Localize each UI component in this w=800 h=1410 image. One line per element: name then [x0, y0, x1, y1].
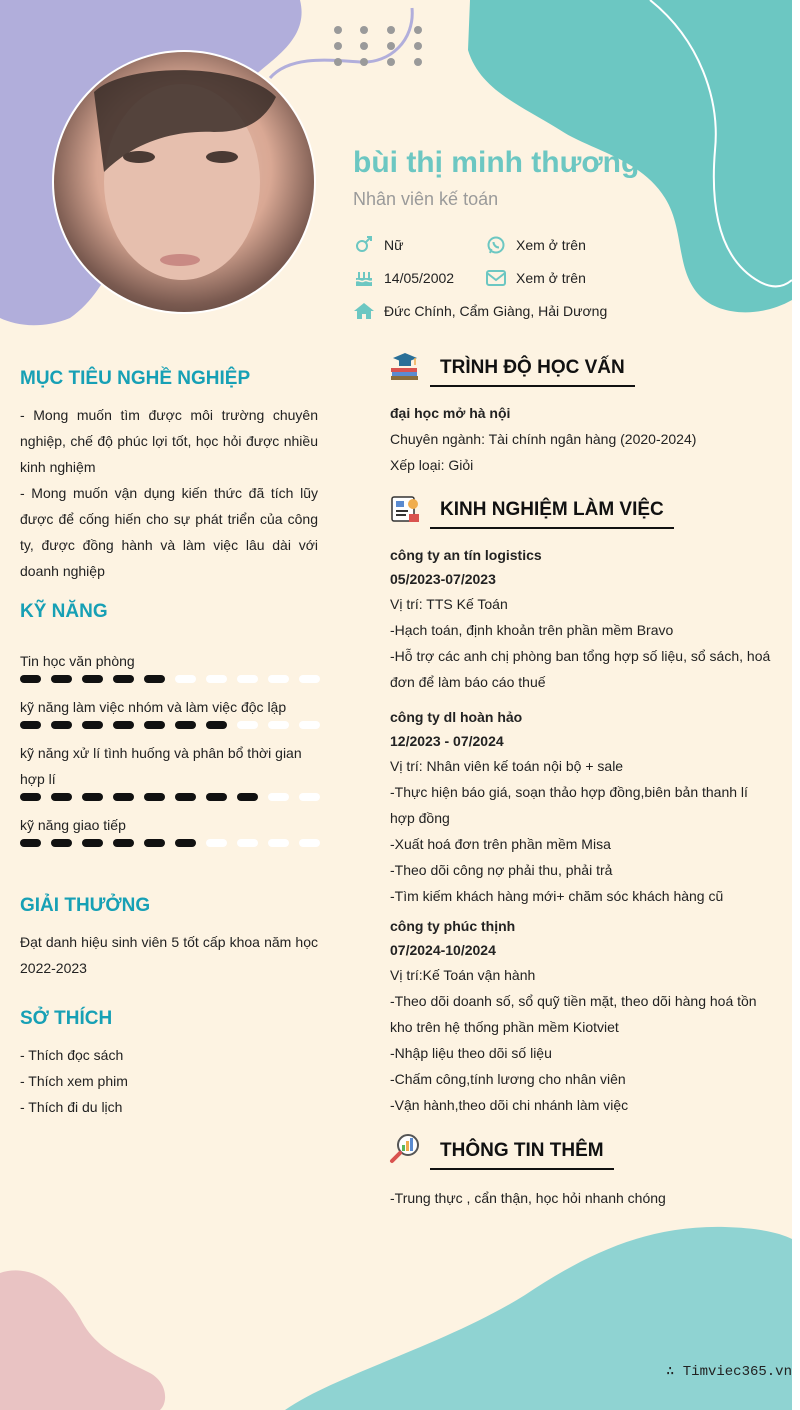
awards-title: GIẢI THƯỞNG	[20, 895, 151, 916]
skill-level-dash	[175, 721, 196, 729]
job-line: -Tìm kiếm khách hàng mới+ chăm sóc khách hàng cũ	[390, 888, 724, 904]
skill-level-dash	[113, 839, 134, 847]
skill-level-dash	[20, 839, 41, 847]
envelope-icon	[485, 268, 507, 288]
portrait-illustration	[54, 52, 314, 312]
objective-title: MỤC TIÊU NGHỀ NGHIỆP	[20, 368, 251, 389]
job-company: công ty dl hoàn hảo	[390, 709, 523, 725]
skill-level-dash	[175, 839, 196, 847]
skill-level-dash	[144, 839, 165, 847]
dot-grid	[330, 24, 430, 74]
education-major: Chuyên ngành: Tài chính ngân hàng (2020-2024)	[390, 431, 697, 447]
skill-level-dash	[51, 721, 72, 729]
gender-row	[353, 235, 403, 255]
skill-level-dash	[144, 721, 165, 729]
education-title: TRÌNH ĐỘ HỌC VẤN	[430, 357, 635, 387]
skill-level-dash	[206, 839, 227, 847]
hobbies-title: SỞ THÍCH	[20, 1008, 113, 1029]
job-company: công ty phúc thịnh	[390, 918, 516, 934]
address-value: Đức Chính, Cẩm Giàng, Hải Dương	[384, 303, 608, 319]
skill-level-dash	[82, 839, 103, 847]
pink-blob-bottom	[0, 1268, 170, 1410]
awards-text: Đạt danh hiệu sinh viên 5 tốt cấp khoa năm học 2022-2023	[20, 934, 318, 976]
skill-level-bar	[20, 793, 320, 805]
skill-level-dash	[82, 793, 103, 801]
birthday-cake-icon	[353, 268, 375, 288]
job-line: -Theo dõi công nợ phải thu, phải trả	[390, 862, 613, 878]
email-value: Xem ở trên	[516, 270, 586, 286]
skill-level-dash	[268, 721, 289, 729]
skill-name: kỹ năng giao tiếp	[20, 817, 126, 833]
job-line: -Hỗ trợ các anh chị phòng ban tổng hợp số liệu, sổ sách, hoá đơn để làm báo cáo thuế	[390, 648, 771, 690]
graduation-books-icon	[389, 350, 421, 382]
job-entry	[390, 914, 775, 1118]
skill-level-dash	[299, 793, 320, 801]
hobby-item: - Thích đọc sách	[20, 1047, 124, 1063]
hobby-item: - Thích đi du lịch	[20, 1099, 123, 1115]
job-line: -Theo dõi doanh số, sổ quỹ tiền mặt, theo dõi hàng hoá tồn kho trên hệ thống phần mềm Kiotviet	[390, 993, 757, 1035]
gender-value: Nữ	[384, 237, 404, 253]
skill-level-dash	[175, 793, 196, 801]
home-icon	[353, 301, 375, 321]
extra-info-title: THÔNG TIN THÊM	[430, 1140, 614, 1170]
hobby-item: - Thích xem phim	[20, 1073, 128, 1089]
teal-blob-bottom	[285, 1225, 792, 1410]
job-line: Vị trí: Nhân viên kế toán nội bộ + sale	[390, 758, 624, 774]
avatar-photo	[52, 50, 316, 314]
skill-level-dash	[206, 675, 227, 683]
job-period: 07/2024-10/2024	[390, 942, 496, 958]
school-name: đại học mở hà nội	[390, 405, 511, 421]
birthday-value: 14/05/2002	[384, 270, 455, 286]
skill-level-dash	[268, 793, 289, 801]
job-line: -Xuất hoá đơn trên phần mềm Misa	[390, 836, 611, 852]
skill-level-dash	[51, 839, 72, 847]
objective-text	[20, 402, 318, 584]
job-line: Vị trí:Kế Toán vận hành	[390, 967, 536, 983]
brand-watermark: ∴ Timviec365.vn	[665, 1364, 792, 1380]
skill-level-dash	[237, 793, 258, 801]
job-entry	[390, 705, 775, 909]
skill-level-bar	[20, 721, 320, 733]
skill-level-dash	[20, 721, 41, 729]
hobbies-list	[20, 1042, 318, 1120]
address-row	[353, 301, 607, 321]
skill-level-dash	[299, 839, 320, 847]
skill-level-dash	[20, 793, 41, 801]
skill-name: kỹ năng xử lí tình huống và phân bổ thời gian hợp lí	[20, 745, 302, 787]
skill-level-dash	[268, 839, 289, 847]
skill-level-dash	[206, 793, 227, 801]
skill-level-dash	[237, 839, 258, 847]
gender-icon	[353, 235, 375, 255]
work-experience-icon	[389, 492, 421, 524]
job-line: -Thực hiện báo giá, soạn thảo hợp đồng,biên bản thanh lí hợp đồng	[390, 784, 748, 826]
experience-title: KINH NGHIỆM LÀM VIỆC	[430, 499, 674, 529]
job-line: -Hạch toán, định khoản trên phần mềm Bravo	[390, 622, 674, 638]
job-line: Vị trí: TTS Kế Toán	[390, 596, 508, 612]
birthday-row	[353, 268, 454, 288]
job-period: 12/2023 - 07/2024	[390, 733, 504, 749]
skill-level-dash	[113, 793, 134, 801]
whatsapp-icon	[485, 235, 507, 255]
phone-value: Xem ở trên	[516, 237, 586, 253]
objective-line: - Mong muốn tìm được môi trường chuyên nghiệp, chế độ phúc lợi tốt, học hỏi được nhiều kinh nghiệm	[20, 407, 318, 475]
skill-level-dash	[175, 675, 196, 683]
skill-level-dash	[299, 721, 320, 729]
skill-level-dash	[144, 675, 165, 683]
skill-level-dash	[268, 675, 289, 683]
education-rank: Xếp loại: Giỏi	[390, 457, 474, 473]
skill-level-dash	[20, 675, 41, 683]
skill-level-dash	[51, 793, 72, 801]
skill-level-dash	[82, 675, 103, 683]
skill-level-dash	[113, 721, 134, 729]
skill-name: kỹ năng làm việc nhóm và làm việc độc lập	[20, 699, 287, 715]
skill-level-bar	[20, 839, 320, 851]
skill-name: Tin học văn phòng	[20, 653, 135, 669]
job-title: Nhân viên kế toán	[353, 189, 499, 209]
candidate-name: bùi thị minh thương	[353, 146, 640, 179]
job-company: công ty an tín logistics	[390, 547, 542, 563]
job-line: -Chấm công,tính lương cho nhân viên	[390, 1071, 626, 1087]
skills-title: KỸ NĂNG	[20, 601, 108, 622]
email-row	[485, 268, 586, 288]
skill-level-bar	[20, 675, 320, 687]
skill-level-dash	[113, 675, 134, 683]
phone-row	[485, 235, 586, 255]
job-line: -Vận hành,theo dõi chi nhánh làm việc	[390, 1097, 629, 1113]
skill-level-dash	[51, 675, 72, 683]
objective-line: - Mong muốn vận dụng kiến thức đã tích lũy được để cống hiến cho sự phát triển của công ty, được đồng hành và làm việc lâu dài với doanh nghiệp	[20, 485, 318, 579]
education-block	[390, 400, 775, 478]
skill-level-dash	[144, 793, 165, 801]
job-line: -Nhập liệu theo dõi số liệu	[390, 1045, 552, 1061]
skill-level-dash	[237, 675, 258, 683]
job-period: 05/2023-07/2023	[390, 571, 496, 587]
job-entry	[390, 543, 775, 695]
skill-level-dash	[299, 675, 320, 683]
magnifier-chart-icon	[389, 1133, 421, 1165]
skill-level-dash	[82, 721, 103, 729]
skill-level-dash	[206, 721, 227, 729]
skill-level-dash	[237, 721, 258, 729]
extra-info-text: -Trung thực , cẩn thận, học hỏi nhanh chóng	[390, 1190, 666, 1206]
